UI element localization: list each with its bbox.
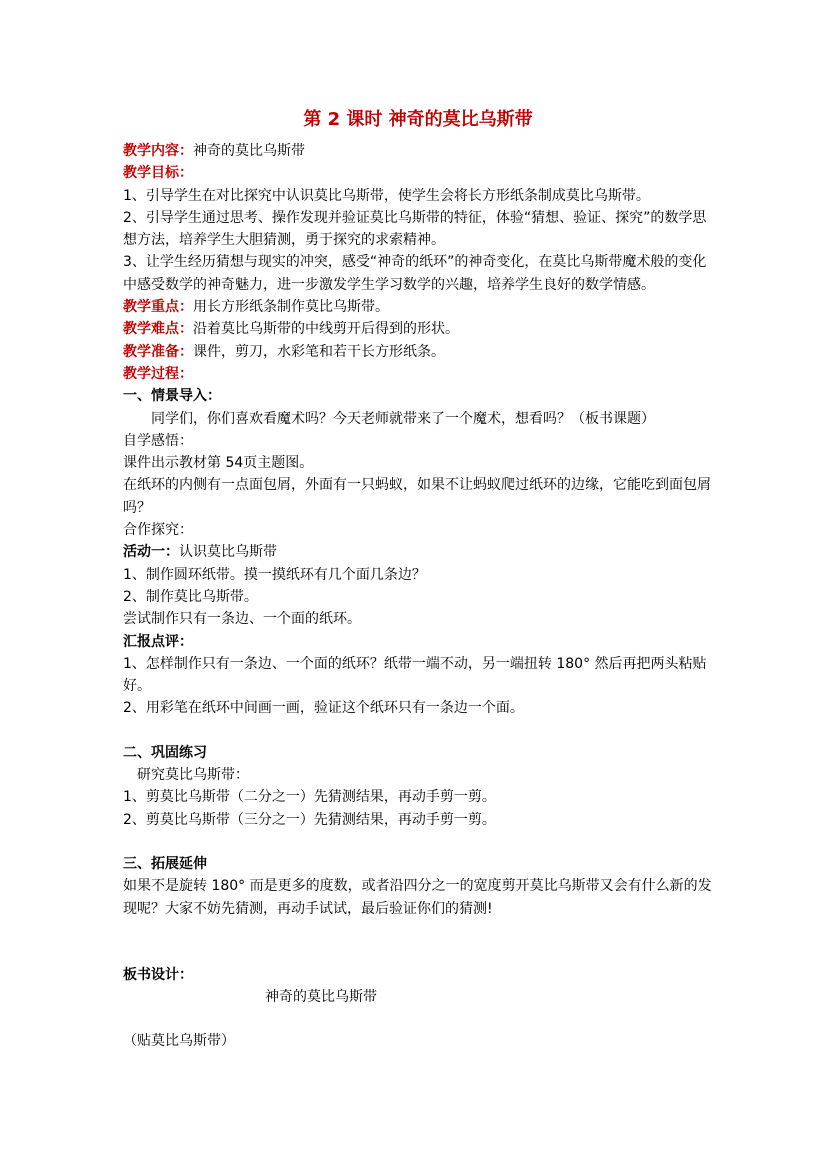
key-label: 教学重点： [123,299,193,316]
activity-step-2: 2、制作莫比乌斯带。 [123,588,258,605]
lesson-plan-page [123,108,713,1053]
prep-value: 课件，剪刀，水彩笔和若干长方形纸条。 [193,343,445,360]
board-heading: 板书设计： [123,966,193,983]
section3-paragraph: 如果不是旋转 180° 而是更多的度数，或者沿四分之一的宽度剪开莫比乌斯带又会有什么新的发现呢？大家不妨先猜测，再动手试试，最后验证你们的猜测! [123,878,712,917]
spacer [123,720,713,742]
content-value: 神奇的莫比乌斯带 [193,143,305,159]
activity-step-1: 1、制作圆环纸带。摸一摸纸环有几个面几条边？ [123,566,426,583]
exercise-2: 2、剪莫比乌斯带（三分之一）先猜测结果，再动手剪一剪。 [123,811,496,828]
spacer [123,920,713,964]
section1-paragraph: 同学们，你们喜欢看魔术吗？今天老师就带来了一个魔术，想看吗？（板书课题） [151,410,655,427]
question-paragraph: 在纸环的内侧有一点面包屑，外面有一只蚂蚁，如果不让蚂蚁爬过纸环的边缘，它能吃到面包屑吗？ [123,477,711,516]
activity1-row [123,541,713,563]
content-label: 教学内容： [123,143,193,159]
goal-item-3: 3、让学生经历猜想与现实的冲突，感受“神奇的纸环”的神奇变化，在莫比乌斯带魔术般的变化中感受数学的神奇魅力，进一步激发学生学习数学的兴趣，培养学生良好的数学情感。 [123,254,707,293]
activity1-value: 认识莫比乌斯带 [179,544,277,561]
goal-item-2: 2、引导学生通过思考、操作发现并验证莫比乌斯带的特征，体验“猜想、验证、探究”的数学思想方法，培养学生大胆猜测，勇于探究的求索精神。 [123,209,707,249]
activity-try: 尝试制作只有一条边、一个面的纸环。 [123,611,361,628]
prep-label: 教学准备： [123,343,193,360]
section2-intro: 研究莫比乌斯带： [137,767,249,784]
page-title: 第 2 课时 神奇的莫比乌斯带 [303,109,533,130]
board-title: 神奇的莫比乌斯带 [265,989,377,1006]
key-value: 用长方形纸条制作莫比乌斯带。 [193,299,389,316]
section2-heading: 二、巩固练习 [123,744,207,761]
exercise-1: 1、剪莫比乌斯带（二分之一）先猜测结果，再动手剪一剪。 [123,789,496,806]
coop-label: 合作探究： [123,522,193,539]
report-item-1: 1、怎样制作只有一条边、一个面的纸环？纸带一端不动，另一端扭转 180° 然后再把两头粘贴好。 [123,655,707,695]
spacer [123,831,713,853]
difficulty-label: 教学难点： [123,321,193,338]
courseware-line: 课件出示教材第 54页主题图。 [123,455,314,472]
difficulty-value: 沿着莫比乌斯带的中线剪开后得到的形状。 [193,321,459,338]
self-study-label: 自学感悟： [123,432,193,449]
content-row [123,140,713,162]
report-heading: 汇报点评： [123,633,193,650]
section3-heading: 三、拓展延伸 [123,855,207,872]
process-label: 教学过程： [123,365,193,382]
report-item-2: 2、用彩笔在纸环中间画一画，验证这个纸环只有一条边一个面。 [123,700,524,717]
activity1-label: 活动一： [123,544,179,561]
section1-heading: 一、情景导入： [123,388,221,405]
key-row [123,296,713,318]
goal-item-1: 1、引导学生在对比探究中认识莫比乌斯带，使学生会将长方形纸条制成莫比乌斯带。 [123,187,650,204]
difficulty-row [123,318,713,340]
prep-row [123,341,713,363]
board-note: （贴莫比乌斯带） [123,1033,235,1050]
goals-label: 教学目标： [123,165,193,182]
spacer [123,1008,713,1030]
